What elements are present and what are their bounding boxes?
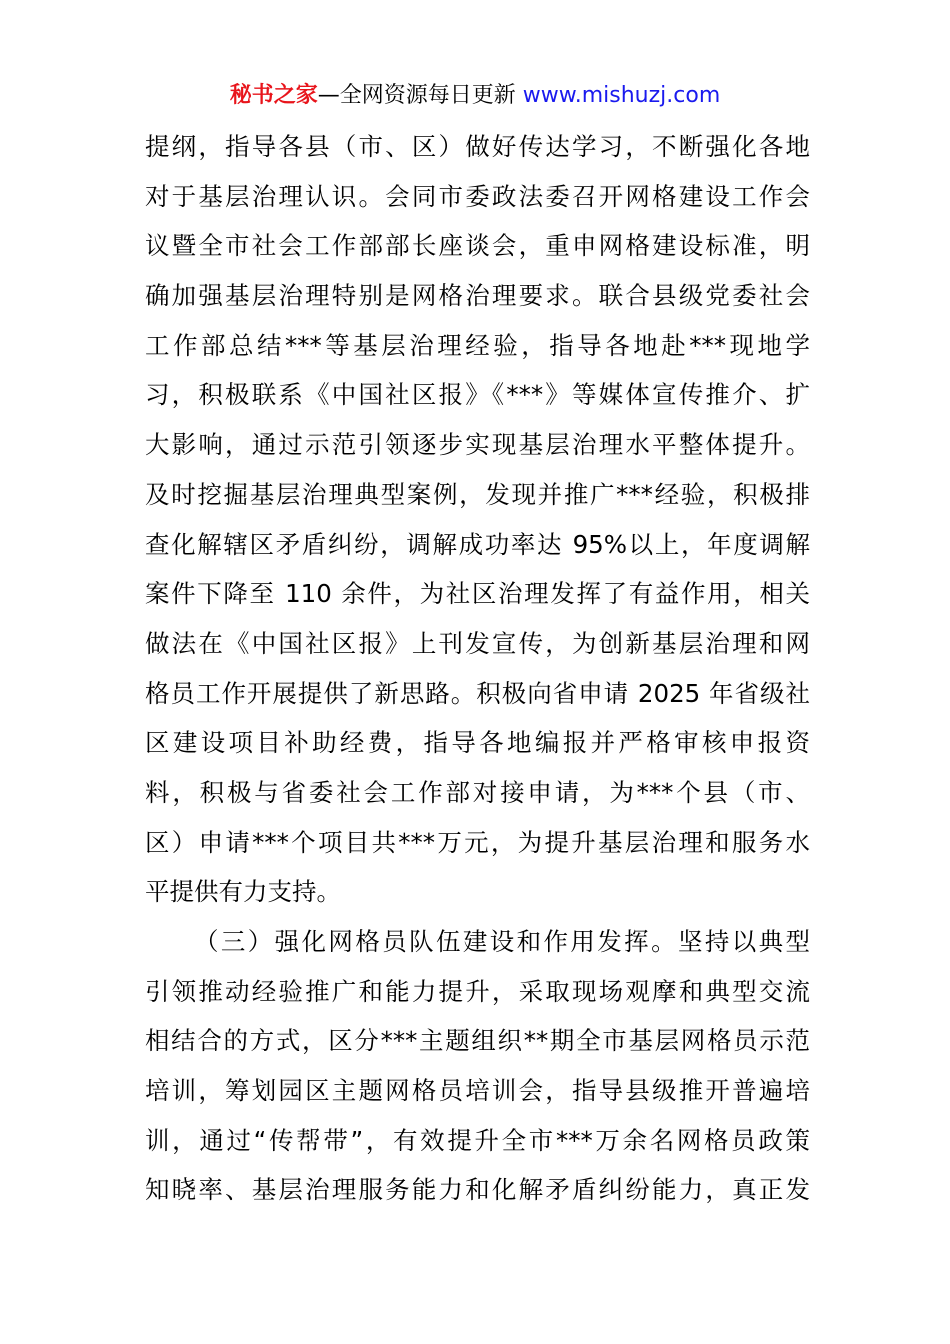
text-line: 料，积极与省委社会工作部对接申请，为***个县（市、 (145, 777, 810, 807)
header-slogan: —全网资源每日更新 (317, 83, 516, 108)
text-line: 大影响，通过示范引领逐步实现基层治理水平整体提升。 (145, 430, 810, 460)
text-line: 培训，筹划园区主题网格员培训会，指导县级推开普遍培 (145, 1076, 810, 1106)
site-url-link[interactable]: www.mishuzj.com (522, 83, 721, 108)
text-line: 议暨全市社会工作部部长座谈会，重申网格建设标准，明 (145, 231, 810, 261)
text-line: 案件下降至 110 余件，为社区治理发挥了有益作用，相关 (145, 579, 810, 609)
text-line: 引领推动经验推广和能力提升，采取现场观摩和典型交流 (145, 976, 810, 1006)
text-line: 格员工作开展提供了新思路。积极向省申请 2025 年省级社 (145, 678, 810, 708)
text-line: 习，积极联系《中国社区报》《***》等媒体宣传推介、扩 (145, 380, 810, 410)
section-heading-line: （三）强化网格员队伍建设和作用发挥。坚持以典型 (194, 927, 810, 956)
text-line: 知晓率、基层治理服务能力和化解矛盾纠纷能力，真正发 (145, 1175, 810, 1205)
document-body (145, 122, 810, 1215)
text-line: 对于基层治理认识。会同市委政法委召开网格建设工作会 (145, 181, 810, 211)
text-line: 提纲，指导各县（市、区）做好传达学习，不断强化各地 (145, 132, 810, 161)
text-line: 区）申请***个项目共***万元，为提升基层治理和服务水 (145, 827, 810, 857)
brand-name: 秘书之家 (229, 83, 318, 108)
text-line: 查化解辖区矛盾纠纷，调解成功率达 95%以上，年度调解 (145, 529, 810, 559)
text-line: 训，通过“传帮带”，有效提升全市***万余名网格员政策 (145, 1125, 810, 1155)
text-line: 工作部总结***等基层治理经验，指导各地赴***现地学 (145, 330, 810, 360)
text-line: 及时挖掘基层治理典型案例，发现并推广***经验，积极排 (145, 479, 810, 509)
text-line: 相结合的方式，区分***主题组织**期全市基层网格员示范 (145, 1026, 810, 1056)
text-line: 确加强基层治理特别是网格治理要求。联合县级党委社会 (145, 281, 810, 311)
text-line: 平提供有力支持。 (145, 877, 341, 907)
text-line: 区建设项目补助经费，指导各地编报并严格审核申报资 (145, 728, 810, 758)
text-line: 做法在《中国社区报》上刊发宣传，为创新基层治理和网 (145, 628, 810, 658)
site-header (0, 82, 950, 110)
